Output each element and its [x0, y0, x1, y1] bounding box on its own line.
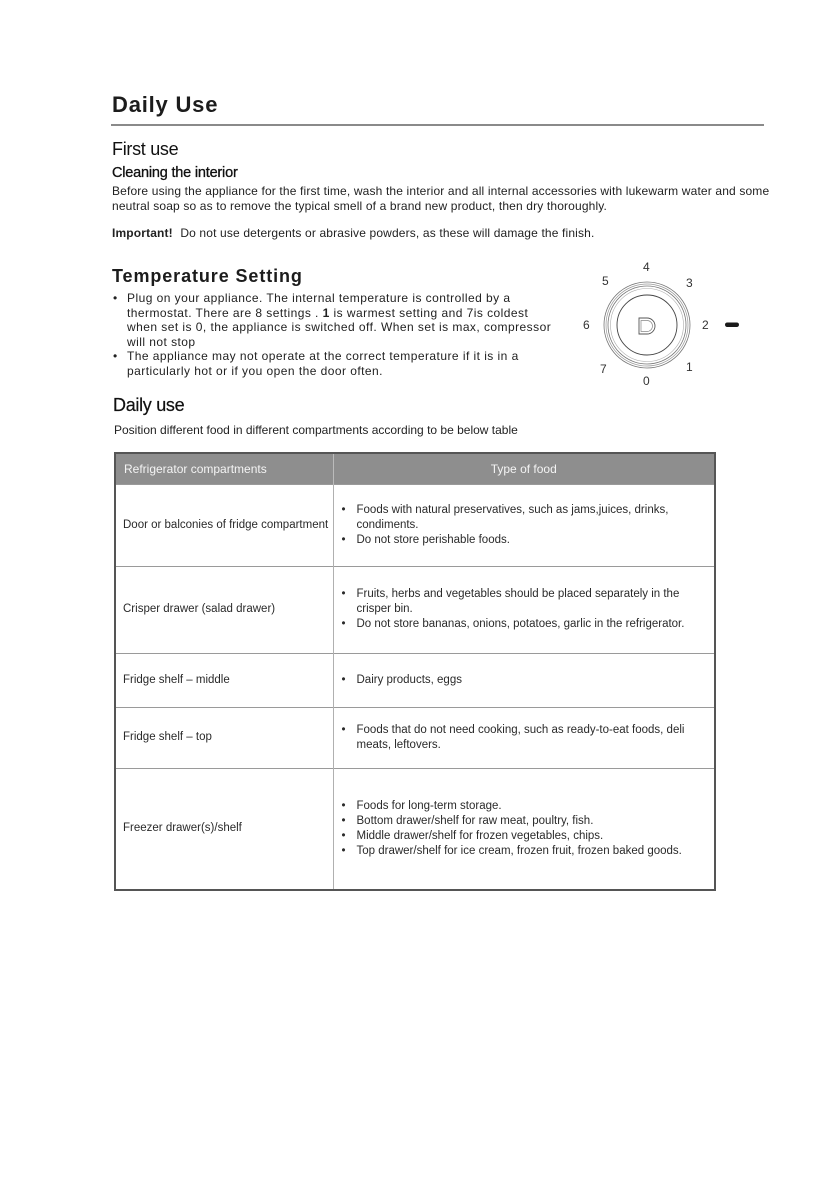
table-row — [115, 707, 715, 768]
temperature-setting-heading: Temperature Setting — [112, 266, 303, 286]
table-row — [115, 484, 715, 566]
dial-label-5: 5 — [602, 274, 609, 288]
first-use-heading: First use — [112, 139, 179, 159]
foods-cell — [333, 653, 715, 707]
compartment-cell: Fridge shelf – top — [115, 707, 333, 768]
compartment-cell: Freezer drawer(s)/shelf — [115, 768, 333, 890]
food-item: • Bottom drawer/shelf for raw meat, poultry, fish. — [354, 814, 705, 829]
food-item: • Fruits, herbs and vegetables should be placed separately in the crisper bin. — [354, 587, 705, 617]
table-header-row — [115, 453, 715, 484]
food-item: • Do not store perishable foods. — [354, 533, 705, 548]
important-text: Do not use detergents or abrasive powders, as these will damage the finish. — [180, 226, 595, 240]
page-title: Daily Use — [112, 92, 219, 117]
column-header-food-type: Type of food — [333, 453, 715, 484]
food-item: • Middle drawer/shelf for frozen vegetables, chips. — [354, 829, 705, 844]
food-item: • Top drawer/shelf for ice cream, frozen fruit, frozen baked goods. — [354, 844, 705, 859]
compartment-cell: Fridge shelf – middle — [115, 653, 333, 707]
food-storage-table — [114, 452, 716, 891]
important-note — [112, 226, 594, 240]
cleaning-paragraph: Before using the appliance for the first time, wash the interior and all internal accessories with lukewarm water and some neutral soap so as to remove the typical smell of a brand new product, then dry thoroughly. — [112, 184, 770, 213]
compartment-cell: Crisper drawer (salad drawer) — [115, 566, 333, 653]
dial-label-1: 1 — [686, 360, 693, 374]
food-item: • Foods with natural preservatives, such as jams,juices, drinks, condiments. — [354, 503, 705, 533]
daily-use-intro: Position different food in different compartments according to be below table — [114, 423, 518, 437]
thermostat-dial — [575, 256, 755, 394]
foods-cell — [333, 768, 715, 890]
dial-label-0: 0 — [643, 374, 650, 388]
table-row — [115, 768, 715, 890]
title-divider — [111, 124, 764, 126]
bullet-icon: • — [113, 349, 118, 364]
bullet-icon: • — [113, 291, 118, 305]
important-label: Important! — [112, 226, 173, 240]
dial-label-4: 4 — [643, 260, 650, 274]
dial-label-7: 7 — [600, 362, 607, 376]
food-item: • Do not store bananas, onions, potatoes, garlic in the refrigerator. — [354, 617, 705, 632]
table-row — [115, 653, 715, 707]
table-row — [115, 566, 715, 653]
temperature-bullet-item: • Plug on your appliance. The internal temperature is controlled by a thermostat. There are 8 settings . 1 is warmest setting and 7is coldest when set is 0, the appliance is switched off. When set is max, compressor will not stop — [113, 291, 552, 349]
cleaning-interior-heading: Cleaning the interior — [112, 165, 238, 181]
dial-label-3: 3 — [686, 276, 693, 290]
compartment-cell: Door or balconies of fridge compartment — [115, 484, 333, 566]
food-item: • Foods that do not need cooking, such as ready-to-eat foods, deli meats, leftovers. — [354, 723, 705, 753]
foods-cell — [333, 566, 715, 653]
dial-label-6: 6 — [583, 318, 590, 332]
food-item: • Foods for long-term storage. — [354, 799, 705, 814]
foods-cell — [333, 484, 715, 566]
column-header-compartments: Refrigerator compartments — [115, 453, 333, 484]
dial-label-2: 2 — [702, 318, 709, 332]
foods-cell — [333, 707, 715, 768]
temperature-bullet-list — [112, 291, 562, 379]
temperature-bullet-item: • The appliance may not operate at the correct temperature if it is in a particularly hot or if you open the door often. — [113, 349, 519, 378]
food-item: • Dairy products, eggs — [354, 673, 705, 688]
daily-use-heading: Daily use — [113, 395, 185, 415]
dial-indicator-icon — [725, 323, 739, 328]
